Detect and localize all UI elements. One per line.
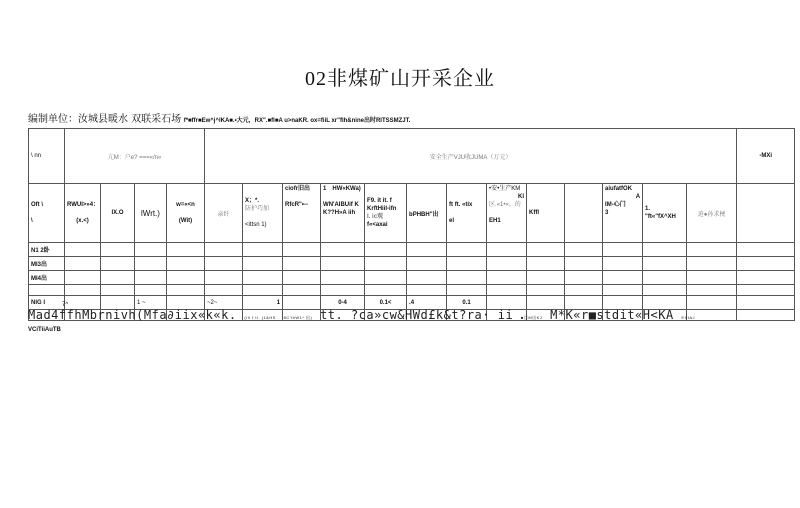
table-header-row-1 [29,129,795,184]
overlay-tiny-text: 8C'IbW1* 出) [283,315,313,320]
subheader-col-13: Kffl [527,184,565,243]
subheader-col-14 [565,184,603,243]
table-row [29,271,795,285]
subheader-col-18 [737,184,795,243]
subheader-col-12: •安•生产KM Kl 区.«1•«。的 EH1 [487,184,527,243]
subheader-col-10: bPHBH"出 [407,184,447,243]
total-value: 1 [243,296,283,310]
subheader-col-7: ciofr旧出 RfcR"•-- [283,184,321,243]
compiling-unit-label: 编制单位：汝城县暖水 双联采石场 [28,114,182,125]
total-value: 0-4 [321,296,365,310]
row-label: N1 2卧 [29,243,65,257]
garbled-overlay-line [28,308,695,322]
subheader-col-16: 1. "ft«"fX^XH [643,184,687,243]
subheader-item: Oft \ \ [29,184,65,243]
header-cell-item: \ nn [29,129,65,184]
subheader-protection: X；*. 防护巧加 <ittsn 1) [243,184,283,243]
total-value: 1 ~ [135,296,167,310]
header-cell-remark: -MXi [737,129,795,184]
subheader-col-2: IX.O [101,184,135,243]
small-mark: 7^ [62,302,69,308]
overlay-tiny-text: ■目M出KJ [520,315,543,320]
overlay-tiny-text: EfftAJ [681,315,696,320]
overlay-text: M*K«r■stdit«H<KA [550,308,674,322]
compiling-unit-line [28,110,410,125]
total-value: 0.1 [447,296,487,310]
table-row [29,243,795,257]
header-cell-safety-investment: 安全生产VJU收JUMA（万元） [205,129,737,184]
total-value: 0.1< [365,296,407,310]
subheader-col-9: F9. it it. f KrftHiil-ifn I. ic观 f«<axai [365,184,407,243]
row-label: MI4出 [29,271,65,285]
total-value: .4 [407,296,447,310]
subheader-col-8: 1 HW«KWa) WN'AIBUif K K??H»A iih [321,184,365,243]
header-cell-basic-info: 亢M：户e? ===«/n« [65,129,205,184]
subheader-output: RWUI>»4： (x.<) [65,184,101,243]
page-title: 02非煤矿山开采企业 [305,68,495,90]
subheader-col-15: aiufatfOK A IM-心门 3 [603,184,643,243]
overlay-text: tt. ?ca»cw&HWd£k&t?ra· ii [320,308,514,322]
subheader-col-5: 亲纤 [205,184,243,243]
total-value: ~2~ [205,296,243,310]
row-label: MI3出 [29,257,65,271]
investment-table [28,128,795,321]
subheader-col-3: lWrt.) [135,184,167,243]
overlay-tiny-text: (Ill f ti. (1&HS [244,315,276,320]
overlay-text: Mad4ffhMbrnivh(Mfa∂iix«k«k. [28,308,237,322]
compiling-unit-garbled-text: f*■ffr■Ew^j^lKA■.•大元，RX".■fl■A u>naKR. ox=fiiL xr"flh&nine出时RITSSMZJT. [183,118,411,124]
subheader-col-11: ft ft. «tix el [447,184,487,243]
total-row-label: NIG I [29,296,65,310]
footer-text: VCiTiiAuTB [28,327,61,333]
subheader-col-17: 迫●孙求梗 [687,184,737,243]
subheader-col-4: w=«<n (Wit) [167,184,205,243]
table-row-empty [29,285,795,296]
table-row [29,257,795,271]
table-header-row-2 [29,184,795,243]
